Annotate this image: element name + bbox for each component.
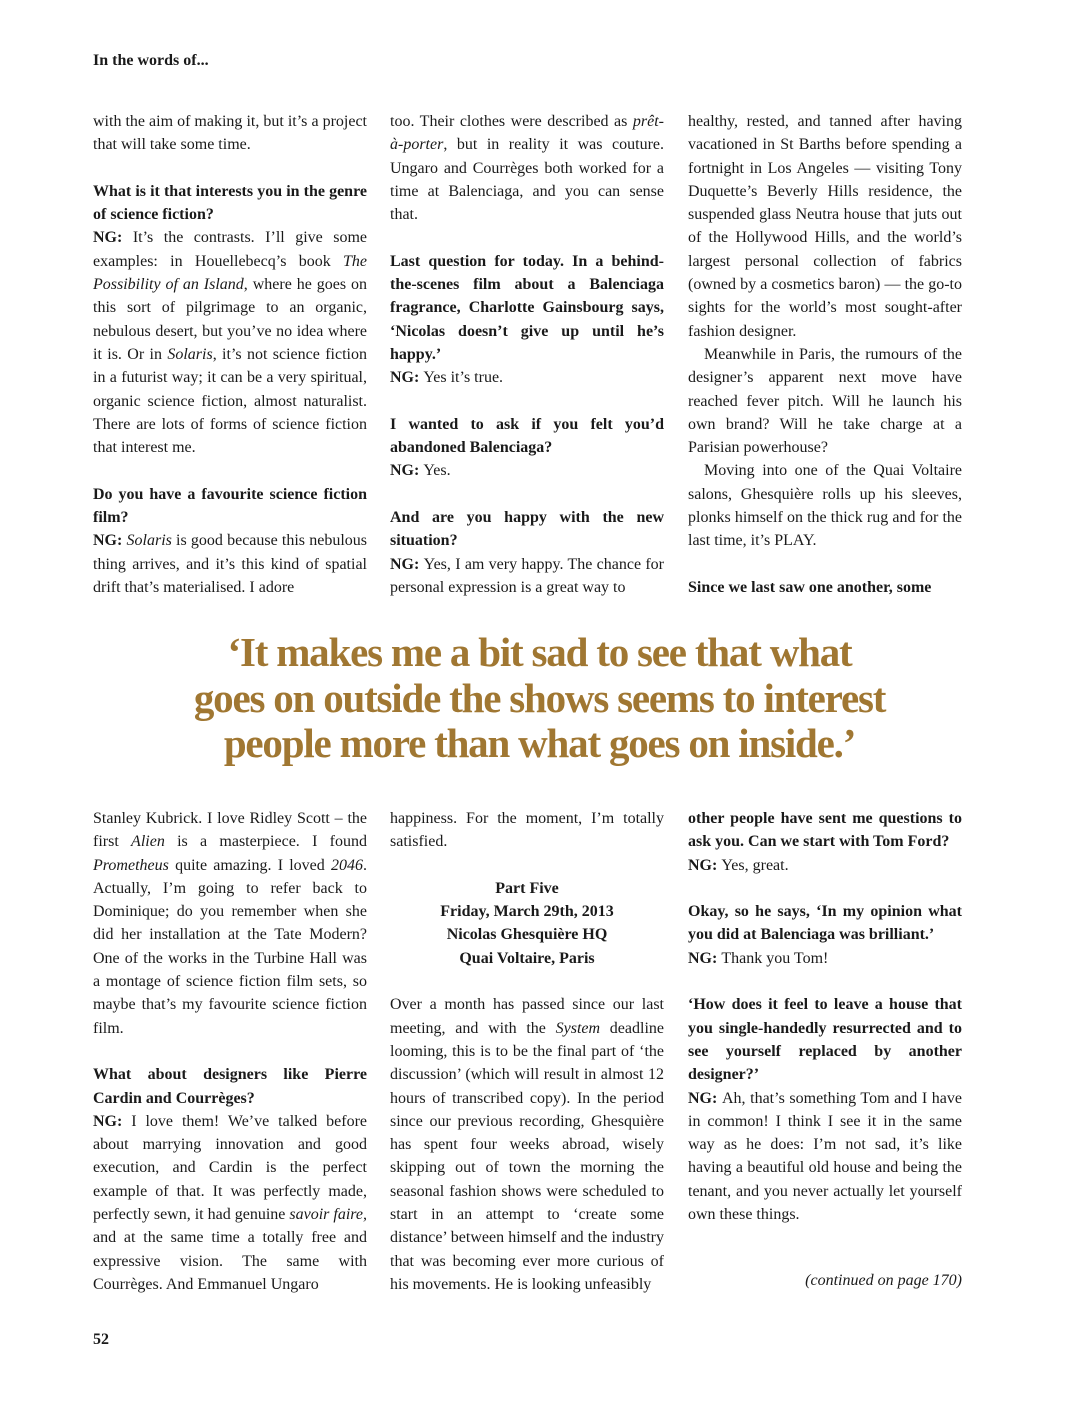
article-column-top-2	[390, 110, 664, 623]
text-block	[390, 110, 664, 226]
text-run: Over a month has passed since our last meeting, and with the	[390, 996, 664, 1037]
paragraph	[390, 459, 664, 482]
article-column-top-3	[688, 110, 962, 623]
paragraph	[688, 110, 962, 343]
text-run: Since we last saw one another, some	[688, 578, 932, 596]
text-run: Meanwhile in Paris, the rumours of the designer’s apparent next move have reached fever pitch. Will he launch his own brand? Will he take charge at a Parisian powerhouse?	[688, 345, 962, 457]
text-run: ‘How does it feel to leave a house that you single-handedly resurrected and to see yourself replaced by another designer?’	[688, 996, 962, 1084]
italic-text: Alien	[131, 833, 165, 851]
interview-question	[390, 250, 664, 366]
text-block	[93, 807, 367, 1040]
pull-quote-line: ‘It makes me a bit sad to see that what	[227, 629, 852, 675]
text-run: too. Their clothes were described as	[390, 113, 633, 130]
paragraph	[390, 366, 664, 389]
text-run: . Actually, I’m going to refer back to Dominique; do you remember when she did her installation at the Tate Modern? One of the works in the Turbine Hall was a montage of science fiction film sets, so maybe that’s my favourite science fiction film.	[93, 856, 367, 1037]
text-block	[93, 483, 367, 599]
text-block	[390, 250, 664, 390]
article-column-bottom-1	[93, 807, 367, 1320]
text-block	[390, 413, 664, 483]
text-block	[93, 1063, 367, 1296]
text-run: Friday, March 29th, 2013	[440, 903, 614, 921]
text-block	[688, 900, 962, 970]
text-run: is a masterpiece. I found	[164, 833, 367, 851]
speaker-label: NG:	[688, 1089, 722, 1107]
speaker-label: NG:	[688, 949, 722, 967]
italic-text: 2046	[331, 856, 363, 874]
pull-quote	[0, 630, 1079, 767]
paragraph	[390, 807, 664, 854]
paragraph	[93, 529, 367, 599]
text-run: , it’s not science fiction in a futurist way; it can be a very spiritual, organic science fiction, almost naturalist. There are lots of forms of science fiction that interest me.	[93, 345, 367, 457]
interview-question	[688, 807, 962, 854]
text-run: And are you happy with the new situation?	[390, 509, 664, 550]
text-run: Stanley Kubrick. I love Ridley Scott – the first	[93, 810, 367, 851]
text-block	[688, 576, 962, 599]
pull-quote-line: goes on outside the shows seems to interest	[193, 674, 886, 721]
text-run: I love them! We’ve talked before about marrying innovation and good execution, and Cardin is the perfect example of that. It was perfectly made, perfectly sewn, it had genuine	[93, 1112, 368, 1224]
interview-question	[93, 180, 367, 227]
section-heading	[390, 947, 664, 970]
italic-text: System	[555, 1019, 601, 1037]
italic-text: Solaris	[126, 532, 172, 550]
speaker-label: NG:	[93, 532, 127, 550]
text-block	[390, 877, 664, 970]
paragraph	[93, 110, 367, 157]
interview-question	[390, 413, 664, 460]
text-run: What is it that interests you in the genre of science fiction?	[93, 182, 367, 224]
speaker-label: NG:	[688, 856, 722, 874]
pull-quote-line: people more than what goes on inside.’	[223, 720, 856, 766]
paragraph	[93, 1110, 367, 1296]
speaker-label: NG:	[390, 462, 424, 480]
text-run: Thank you Tom!	[721, 949, 829, 967]
text-run: , but in reality it was couture. Ungaro and Courrèges both worked for a time at Balenciaga, and you can sense that.	[390, 136, 664, 224]
article-column-top-1	[93, 110, 367, 623]
section-heading	[390, 877, 664, 900]
speaker-label: NG:	[93, 229, 133, 247]
interview-question	[93, 483, 367, 530]
interview-question	[688, 900, 962, 947]
interview-question	[93, 1063, 367, 1110]
interview-question	[688, 576, 962, 599]
text-run: Ah, that’s something Tom and I have in common! I think I see it in the same way as he does: I’m not sad, it’s like having a beautiful old house and being the tenant, and you never actually let yourself own these things.	[688, 1089, 963, 1224]
text-run: Yes it’s true.	[423, 369, 504, 387]
text-run: quite amazing. I loved	[168, 856, 331, 874]
text-run: other people have sent me questions to ask you. Can we start with Tom Ford?	[688, 810, 962, 851]
paragraph	[688, 854, 962, 877]
text-run: Moving into one of the Quai Voltaire salons, Ghesquière rolls up his sleeves, plonks himself on the thick rug and for the last time, it’s PLAY.	[688, 462, 962, 550]
text-block	[688, 110, 962, 553]
speaker-label: NG:	[390, 555, 424, 573]
text-run: It’s the contrasts. I’ll give some examples: in Houellebecq’s book	[93, 229, 368, 270]
text-run: Quai Voltaire, Paris	[459, 949, 595, 967]
article-column-bottom-2	[390, 807, 664, 1320]
text-run: What about designers like Pierre Cardin and Courrèges?	[93, 1066, 367, 1107]
speaker-label: NG:	[93, 1112, 132, 1130]
text-run: healthy, rested, and tanned after having vacationed in St Barths before spending a fortnight in Los Angeles — visiting Tony Duquette’s Beverly Hills residence, the suspended glass Neutra house that juts out of the Hollywood Hills, and the world’s largest personal collection of fabrics (owned by a cosmetics baron) — the go-to sights for the world’s most sought-after fashion designer.	[688, 113, 962, 340]
text-run: , where he goes on this sort of pilgrimage to an organic, nebulous desert, but you’ve no idea where it is. Or in	[93, 276, 368, 363]
section-header: In the words of...	[93, 52, 209, 69]
interview-question	[390, 506, 664, 553]
section-heading	[390, 900, 664, 923]
text-run: with the aim of making it, but it’s a project that will take some time.	[93, 113, 367, 154]
paragraph	[688, 343, 962, 459]
text-block	[390, 807, 664, 854]
text-run: Yes, I am very happy. The chance for personal expression is a great way to	[390, 555, 664, 596]
text-run: Last question for today. In a behind-the-scenes film about a Balenciaga fragrance, Charlotte Gainsbourg says, ‘Nicolas doesn’t give up until he’s happy.’	[390, 252, 664, 363]
text-run: Do you have a favourite science fiction film?	[93, 485, 367, 527]
page-number: 52	[93, 1331, 109, 1348]
paragraph	[390, 553, 664, 600]
text-run: happiness. For the moment, I’m totally satisfied.	[390, 810, 664, 851]
text-run: I wanted to ask if you felt you’d abandoned Balenciaga?	[390, 415, 664, 457]
text-run: is good because this nebulous thing arrives, and it’s this kind of spatial drift that’s materialised. I adore	[93, 532, 367, 596]
text-block	[93, 110, 367, 157]
italic-text: The Possibility of an Island	[93, 252, 367, 294]
text-run: deadline looming, this is to be the final part of ‘the discussion’ (which will result in almost 12 hours of transcribed copy). In the period since our previous recording, Ghesquière has spent four weeks abroad, wisely skipping out of town the morning the seasonal fashion shows were scheduled to start in an attempt to ‘create some distance’ between himself and the industry that was becoming ever more curious of his movements. He is looking unfeasibly	[390, 1019, 664, 1293]
interview-question	[688, 993, 962, 1086]
text-block	[390, 993, 664, 1296]
paragraph	[390, 110, 664, 226]
paragraph	[688, 947, 962, 970]
speaker-label: NG:	[390, 369, 424, 387]
text-run: Part Five	[495, 879, 559, 897]
text-block	[688, 807, 962, 877]
paragraph	[688, 459, 962, 552]
article-column-bottom-3	[688, 807, 962, 1250]
text-block	[688, 993, 962, 1226]
text-run: Yes, great.	[721, 856, 789, 874]
text-block	[390, 506, 664, 599]
italic-text: savoir faire,	[289, 1206, 367, 1224]
paragraph	[93, 226, 367, 459]
text-block	[93, 180, 367, 460]
section-heading	[390, 923, 664, 946]
italic-text: Prometheus	[93, 856, 169, 874]
paragraph	[688, 1087, 962, 1227]
paragraph	[93, 807, 367, 1040]
text-run: Okay, so he says, ‘In my opinion what you did at Balenciaga was brilliant.’	[688, 903, 962, 944]
text-run: Yes.	[423, 462, 451, 480]
text-run: and at the same time a totally free and expressive vision. The same with Courrèges. And Emmanuel Ungaro	[93, 1229, 367, 1293]
paragraph	[390, 993, 664, 1296]
italic-text: prêt-à-porter	[390, 113, 664, 154]
text-run: Nicolas Ghesquière HQ	[446, 926, 608, 944]
continued-note: (continued on page 170)	[805, 1272, 962, 1289]
italic-text: Solaris	[167, 345, 213, 363]
